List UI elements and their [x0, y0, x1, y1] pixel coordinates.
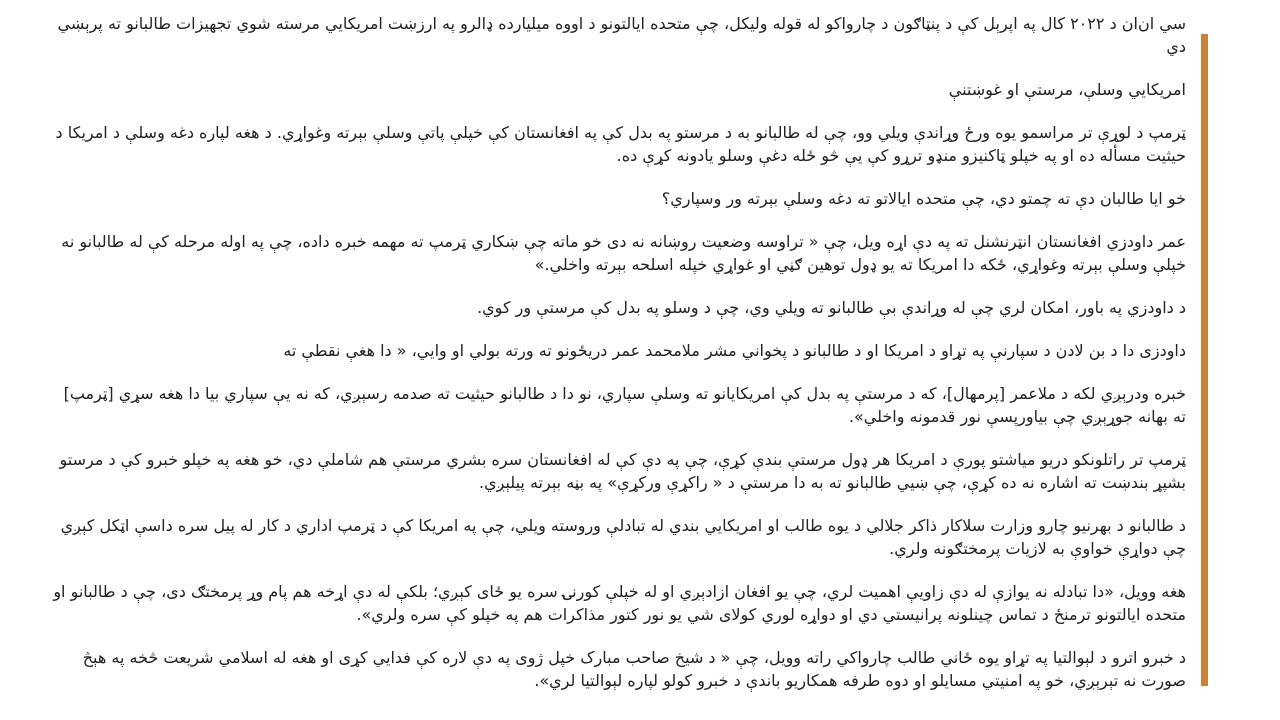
article-accent-bar [1201, 34, 1208, 686]
article-paragraph: خبره ودرېږي لکه د ملاعمر [پرمهال]، که د مرستې په بدل کې امریکایانو ته وسلې سپاري، نو دا د طالبانو حیثیت ته صدمه رسېږي، که نه يې سپاري بیا دا هغه سړي [ټرمپ] ته بهانه جوړېږي چې بیاورپسې نور قدمونه واخلي». [63, 384, 1186, 426]
article-subheading: امریکایي وسلې، مرستې او غوښتنې [948, 80, 1186, 99]
article-paragraph: ټرمپ د لوړې تر مراسمو یوه ورځ وړاندې ویلي وو، چې له طالبانو به د مرستو په بدل کې په افغانستان کې خپلې پاتې وسلې بېرته وغواړي. د هغه لپاره دغه وسلې د امریکا د حیثیت مسأله ده او په خپلو ټاکنیزو منډو ترړو کې یې څو ځله دغې وسلو یادونه کړې ده. [55, 123, 1186, 165]
article-paragraph: د طالبانو د بهرنیو چارو وزارت سلاکار ذاکر جلالي د یوه طالب او امریکایي بندي له تبادلې وروسته ویلي، چې په امریکا کې د ټرمپ اداري د کار له پیل سره داسې اټکل کېږي چې دواړې خواوې به لازیات پرمختګونه ولري. [60, 516, 1186, 558]
article-paragraph: هغه وویل، «دا تبادله نه یوازې له دې زاويې اهمیت لري، چې یو افغان ازادېږي او له خپلې کورنۍ سره یو ځای کېږي؛ بلکې له دې اړخه هم پام وړ پرمختګ دی، چې د طالبانو او متحده ایالتونو ترمنځ د تماس چینلونه پرانیستي دي او دواړه لوري کولای شي یو نور کتور مذاکرات هم په خپلو کې سره ولري». [53, 582, 1186, 624]
article-paragraph: د خبرو اترو د لېوالتیا په تړاو یوه ځاني طالب چارواکي راته وویل، چې « د شیخ صاحب مبارک خپل ژوی په دې لاره کې فدایي کړی او هغه له اسلامي شریعت څخه په هېڅ صورت نه تېرېږي، خو په امنیتي مسایلو او دوه طرفه همکاریو باندې د خبرو کولو لپاره لېوالتیا لري». [82, 648, 1186, 690]
article-paragraph: د داودزي په باور، امکان لري چې له وړاندې بې طالبانو ته ویلي وي، چې د وسلو په بدل کې مرستې ور کوي. [477, 298, 1186, 317]
article-paragraph: سي ان‌ان د ۲۰۲۲ کال په اپرېل کې د پنټاګون د چارواکو له قوله ولیکل، چې متحده ایالتونو د اووه میلیارده ډالرو په ارزښت امریکایي مرسته شوي تجهیزات طالبانو ته پرېښي دي [57, 14, 1186, 56]
article-paragraph: خو ایا طالبان دې ته چمتو دي، چې متحده ایالاتو ته دغه وسلې بېرته ور وسپاري؟ [661, 189, 1186, 208]
article-paragraph: عمر داودزي افغانستان انټرنشنل ته په دې اړه ویل، چې « تراوسه وضعیت روښانه نه دی خو ماته چې ښکاري ټرمپ ته مهمه خبره داده، چې په اوله مرحله کې له طالبانو نه خپلې وسلې بېرته وغواړي، ځکه دا امریکا ته یو ډول توهین ګڼي او غواړي خپله اسلحه بېرته واخلي.» [61, 232, 1186, 274]
article-paragraph: ټرمپ تر راتلونکو دریو میاشتو پورې د امریکا هر ډول مرستې بندې کړې، چې په دې کې له افغانستان سره بشري مرستې هم شاملې دي، خو هغه په خپلو خبرو کې د مرستو بشپړ بندښت ته اشاره نه ده کړې، چې ښیي طالبانو ته به دا مرستې د « راکړې ورکړې» په بڼه بېرته پیلېږي. [59, 450, 1186, 492]
article-body [50, 12, 1186, 712]
article-paragraph: داودزی دا د بن لادن د سپارنې په تړاو د امریکا او د طالبانو د پخواني مشر ملامحمد عمر دریځونو ته ورته بولي او وايي، « دا هغې نقطې ته [283, 341, 1186, 360]
